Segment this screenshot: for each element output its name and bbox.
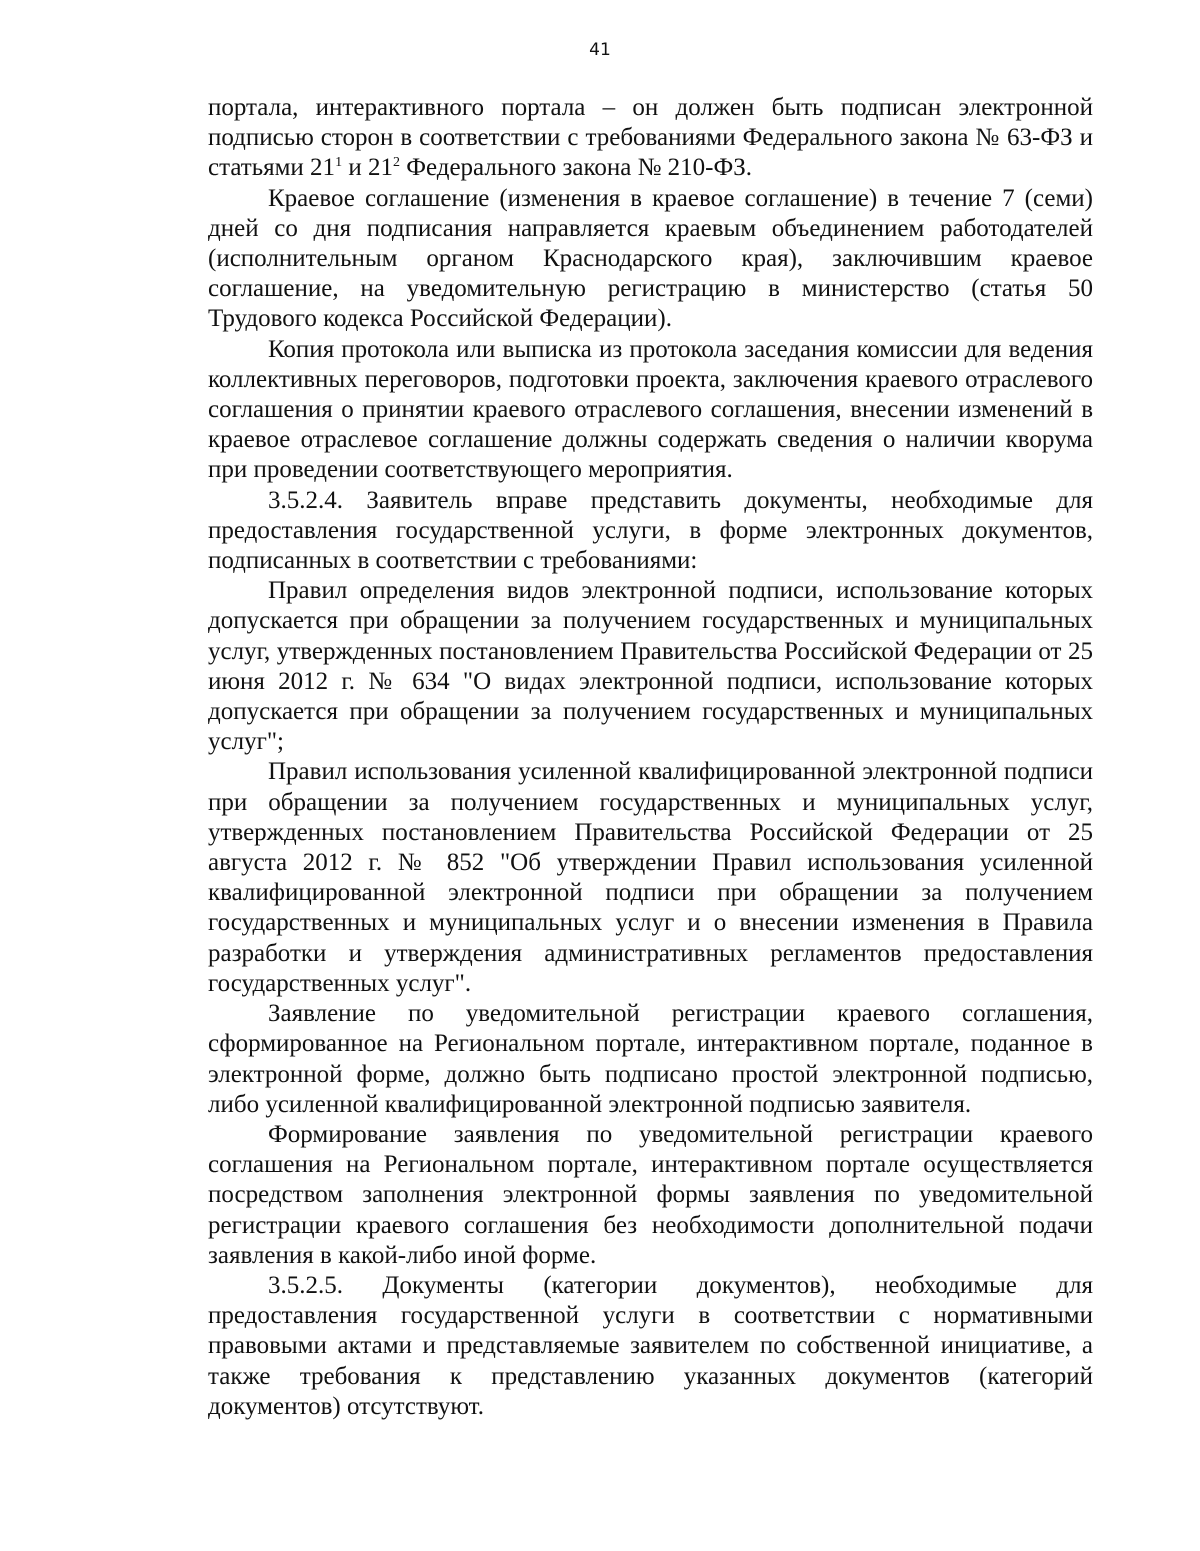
paragraph-text: портала, интерактивного портала – он должен быть подписан электронной подписью сторон в соответствии с требованиями Федерального закона № 63-ФЗ и статьями 21 xyxy=(208,94,1093,182)
paragraph: Копия протокола или выписка из протокола заседания комиссии для ведения коллективных переговоров, подготовки проекта, заключения краевого отраслевого соглашения о принятии краевого отраслевого соглашения, внесении изменений в краевое отраслевое соглашение должны содержать сведения о наличии кворума при проведении соответствующего мероприятия. xyxy=(208,335,1093,484)
page-number: 41 xyxy=(589,40,611,60)
superscript: 2 xyxy=(392,155,400,171)
document-body xyxy=(208,93,1093,1422)
paragraph-continuation xyxy=(208,93,1093,184)
paragraph: Правил использования усиленной квалифицированной электронной подписи при обращении за получением государственных и муниципальных услуг, утвержденных постановлением Правительства Российской Федерации от 25 августа 2012 г. № 852 "Об утверждении Правил использования усиленной квалифицированной электронной подписи при обращении за получением государственных и муниципальных услуг и о внесении изменения в Правила разработки и утверждения административных регламентов предоставления государственных услуг". xyxy=(208,758,1093,997)
paragraph: 3.5.2.5. Документы (категории документов), необходимые для предоставления государственной услуги в соответствии с нормативными правовыми актами и представляемые заявителем по собственной инициативе, а также требования к представлению указанных документов (категорий документов) отсутствуют. xyxy=(208,1271,1093,1420)
paragraph-text: и 21 xyxy=(342,154,393,182)
paragraph-text: Федерального закона № 210-ФЗ. xyxy=(399,154,753,182)
paragraph: Краевое соглашение (изменения в краевое соглашение) в течение 7 (семи) дней со дня подписания направляется краевым объединением работодателей (исполнительным органом Краснодарского края), заключившим краевое соглашение, на уведомительную регистрацию в министерство (статья 50 Трудового кодекса Российской Федерации). xyxy=(208,184,1093,333)
paragraph: Формирование заявления по уведомительной регистрации краевого соглашения на Региональном портале, интерактивном портале осуществляется посредством заполнения электронной формы заявления по уведомительной регистрации краевого соглашения без необходимости дополнительной подачи заявления в какой-либо иной форме. xyxy=(208,1120,1093,1269)
paragraph: Правил определения видов электронной подписи, использование которых допускается при обращении за получением государственных и муниципальных услуг, утвержденных постановлением Правительства Российской Федерации от 25 июня 2012 г. № 634 "О видах электронной подписи, использование которых допускается при обращении за получением государственных и муниципальных услуг"; xyxy=(208,577,1093,756)
paragraph: Заявление по уведомительной регистрации краевого соглашения, сформированное на Региональном портале, интерактивном портале, поданное в электронной форме, должно быть подписано простой электронной подписью, либо усиленной квалифицированной электронной подписью заявителя. xyxy=(208,1000,1093,1118)
paragraph: 3.5.2.4. Заявитель вправе представить документы, необходимые для предоставления государственной услуги, в форме электронных документов, подписанных в соответствии с требованиями: xyxy=(208,486,1093,575)
superscript: 1 xyxy=(335,155,343,171)
